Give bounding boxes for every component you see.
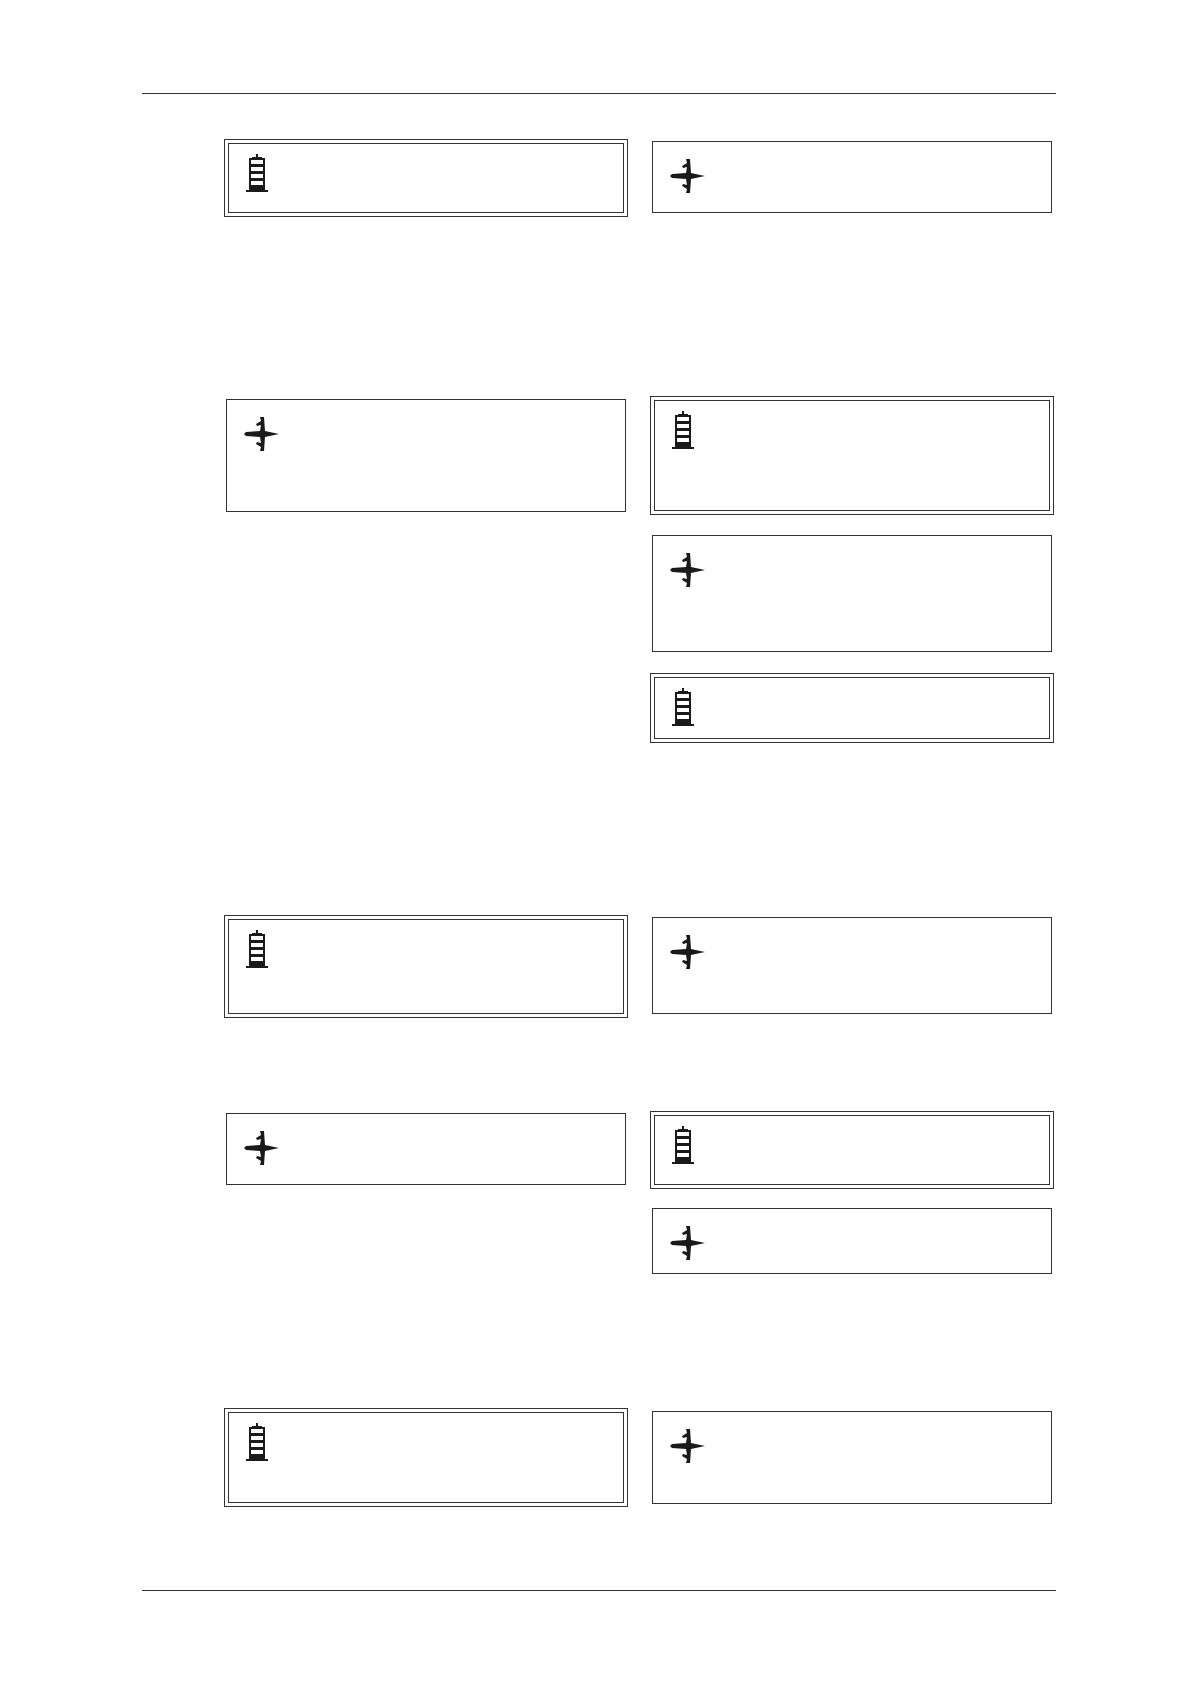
airplane-icon [667,156,707,196]
control-tower-icon [245,154,269,196]
pilot-box [226,1113,626,1185]
control-tower-icon [671,688,695,730]
pilot-box [652,917,1052,1014]
airplane-icon [667,550,707,590]
airplane-icon [241,1128,281,1168]
atc-box [650,396,1054,515]
airplane-icon [667,1426,707,1466]
pilot-box [652,1208,1052,1274]
pilot-box [652,535,1052,652]
airplane-icon [667,1223,707,1263]
control-tower-icon [671,1126,695,1168]
control-tower-icon [671,411,695,453]
airplane-icon [241,414,281,454]
control-tower-icon [245,1423,269,1465]
atc-box [224,139,628,217]
pilot-box [652,141,1052,213]
pilot-box [652,1411,1052,1504]
atc-box [650,673,1054,743]
bottom-rule [142,1590,1056,1591]
airplane-icon [667,932,707,972]
atc-box [224,1408,628,1507]
atc-box [224,915,628,1018]
control-tower-icon [245,930,269,972]
pilot-box [226,399,626,512]
atc-box [650,1111,1054,1189]
top-rule [142,93,1056,94]
